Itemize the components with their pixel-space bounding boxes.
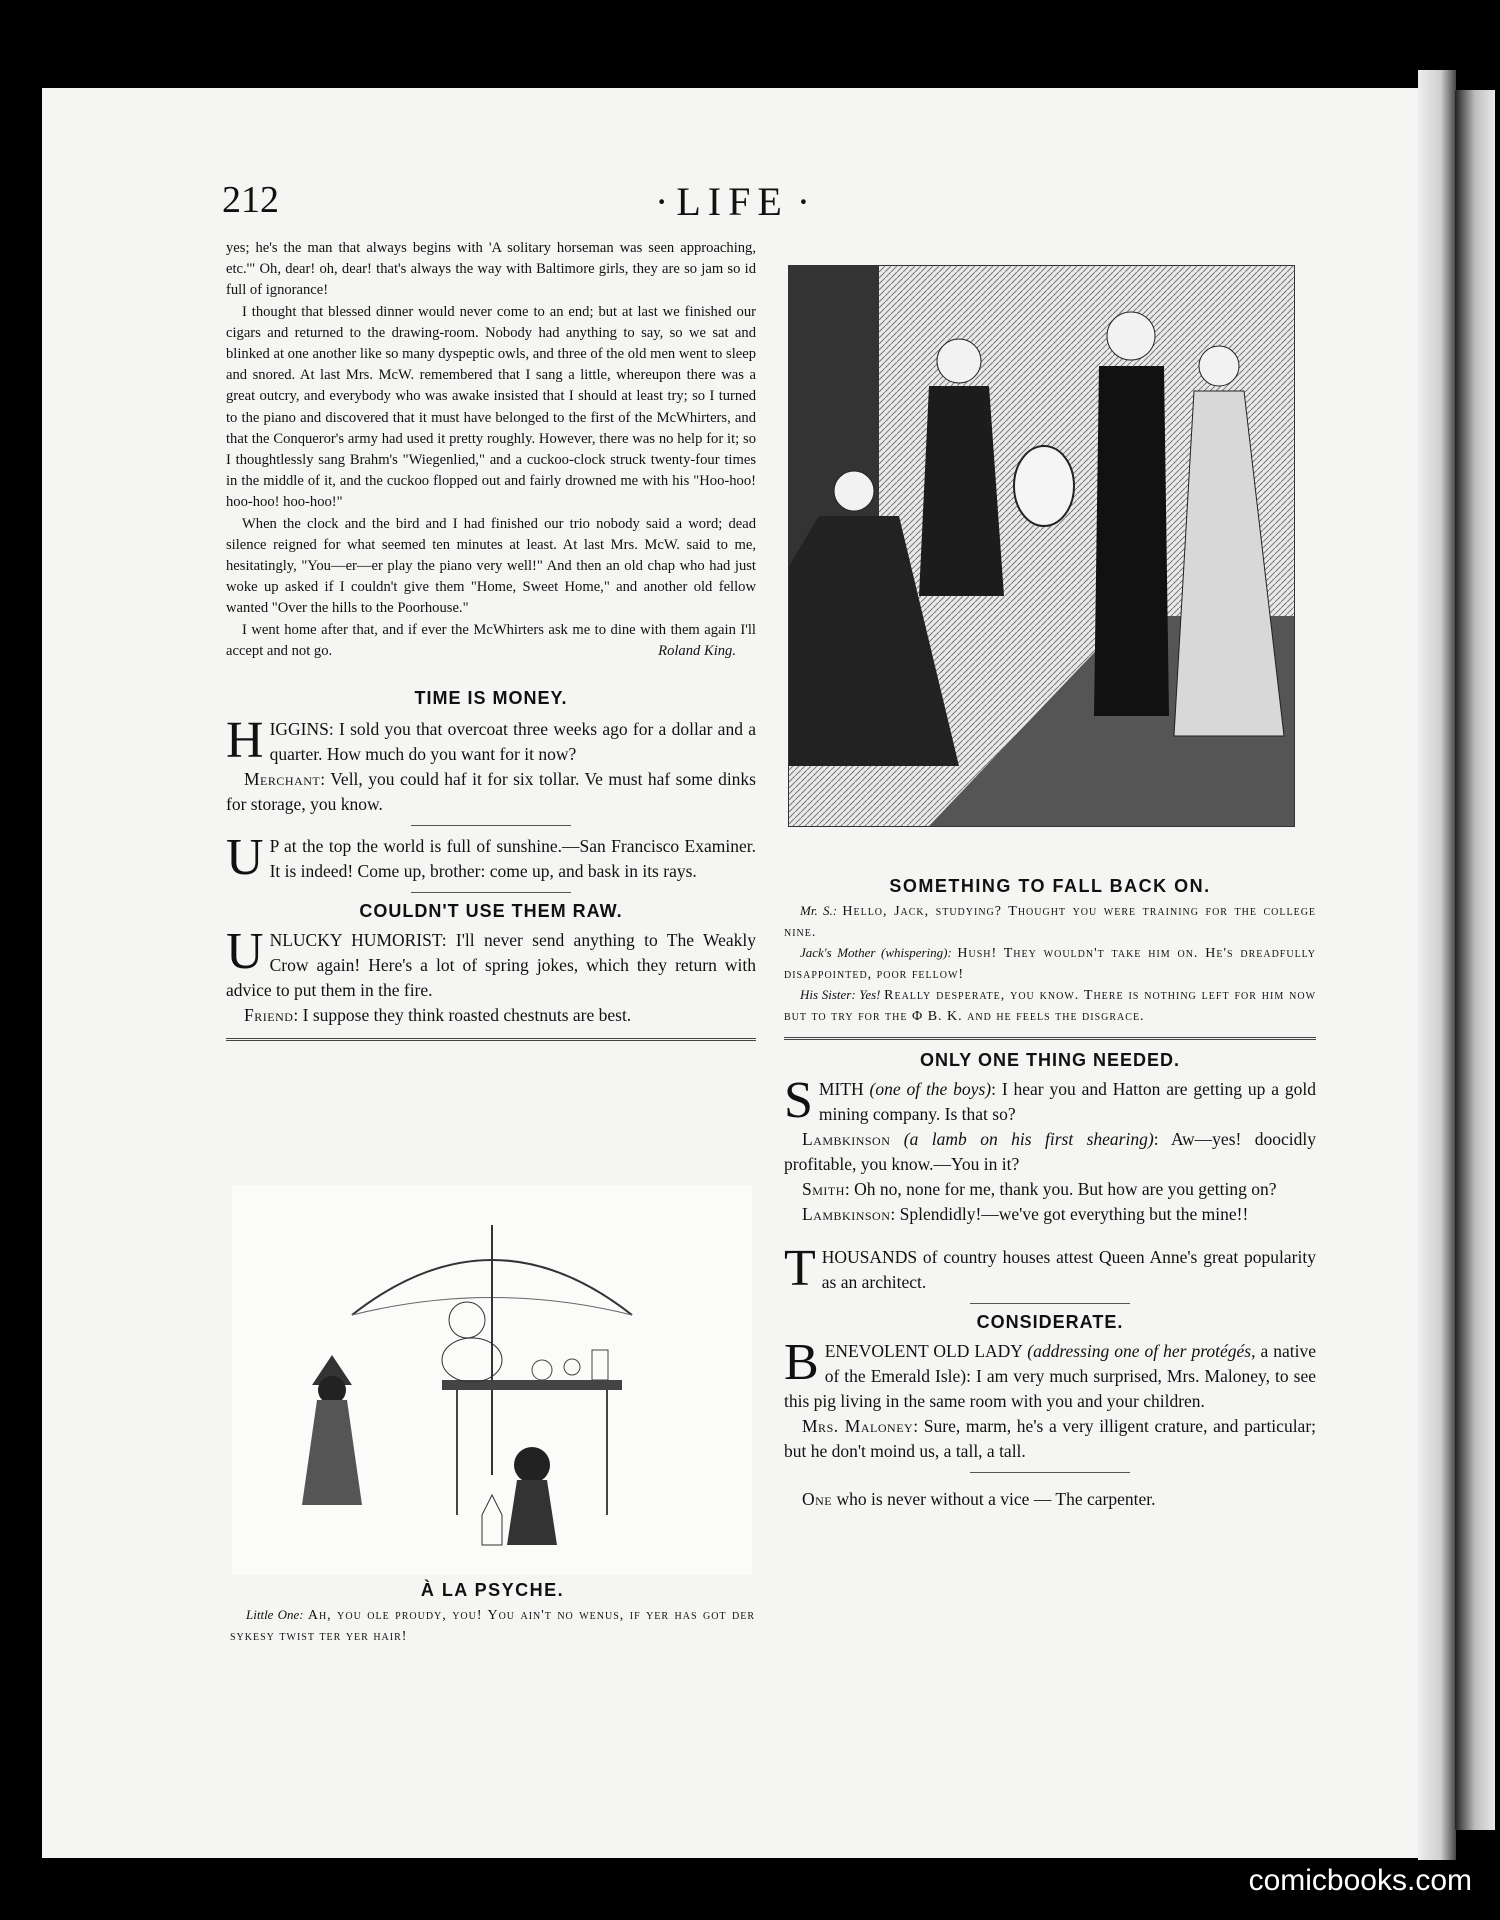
drop-cap: U bbox=[226, 923, 264, 981]
story-paragraph: When the clock and the bird and I had finished our trio nobody said a word; dead silence reigned for what seemed ten minutes at least. At last Mrs. McW. said to me, hesitatingly, "You—er—er play the piano very well!" And then an old chap who had just woke up asked if I couldn't give them "Home, Sweet Home," and another old fellow wanted "Over the hills to the Poorhouse." bbox=[226, 515, 756, 617]
speaker: Lambkinson bbox=[802, 1129, 891, 1149]
dialogue-line: : I sold you that overcoat three weeks ago for a dollar and a quarter. How much do you want for it now? bbox=[269, 719, 756, 765]
dialogue-line: : Splendidly!—we've got everything but the mine!! bbox=[890, 1204, 1249, 1224]
joke-lead: One bbox=[802, 1489, 833, 1509]
section-title: TIME IS MONEY. bbox=[414, 688, 568, 709]
caption-speaker: His Sister: Yes! bbox=[800, 987, 881, 1002]
speaker: IGGINS bbox=[269, 719, 329, 740]
caption-text bbox=[230, 1605, 755, 1647]
dialogue-paragraph bbox=[226, 712, 756, 770]
divider bbox=[970, 1303, 1130, 1304]
psyche-illustration bbox=[232, 1185, 752, 1575]
aside: (one of the boys) bbox=[869, 1079, 992, 1099]
page-edge bbox=[1418, 70, 1456, 1860]
joke-text: who is never without a vice — The carpenter. bbox=[836, 1489, 1156, 1509]
joke-paragraph bbox=[226, 829, 756, 887]
drop-cap: H bbox=[226, 712, 264, 770]
dialogue-line: : I'll never send anything to The Weakly Crow again! Here's a lot of spring jokes, which they return with advice to put them in the fire. bbox=[226, 930, 757, 1001]
aside: (a lamb on his first shearing) bbox=[903, 1129, 1154, 1149]
dialogue-line: : Sure, marm, he's a very illigent crature, and particular; but he don't moind us, a tall, a tall. bbox=[784, 1416, 1317, 1461]
caption-title: SOMETHING TO FALL BACK ON. bbox=[889, 876, 1211, 896]
story-paragraph bbox=[226, 620, 756, 662]
running-title: · LIFE · bbox=[647, 178, 818, 225]
watermark: comicbooks.com bbox=[1248, 1864, 1472, 1897]
divider bbox=[411, 825, 571, 826]
dialogue-line: : I hear you and Hatton are getting up a gold mining company. Is that so? bbox=[818, 1079, 1317, 1124]
caption-speaker: Little One: bbox=[246, 1607, 304, 1622]
dialogue-paragraph bbox=[784, 1334, 1317, 1414]
author-signature: Roland King. bbox=[658, 642, 736, 659]
story-closing: I went home after that, and if ever the McWhirters ask me to dine with them again I'll accept and not go. bbox=[226, 621, 756, 659]
page-header bbox=[222, 178, 1342, 234]
drop-cap: S bbox=[784, 1072, 813, 1129]
dialogue-paragraph bbox=[784, 1414, 1316, 1464]
dialogue-paragraph bbox=[226, 1003, 756, 1028]
caption-speaker: Mr. S.: bbox=[800, 903, 838, 918]
divider bbox=[411, 892, 571, 893]
dialogue-line: : Oh no, none for me, thank you. But how are you getting on? bbox=[844, 1179, 1277, 1199]
speaker: Smith bbox=[802, 1179, 845, 1199]
dialogue-line: : I suppose they think roasted chestnuts are best. bbox=[293, 1005, 632, 1026]
story-paragraph: I thought that blessed dinner would never come to an end; but at last we finished our cigars and returned to the drawing-room. Nobody had anything to say, so we sat and blinked at one another like so many dyspeptic owls, and three of the old men went to sleep and snored. At last Mrs. McW. remembered that I sang a little, whereupon there was a great outcry, and everybody who was awake insisted that I should at least try; so I turned to the piano and discovered that it must have belonged to the first of the McWhirters, and that the Conqueror's army had used it pretty roughly. However, there was no help for it; so I thoughtlessly sang Brahm's "Wiegenlied," and a cuckoo-clock struck twenty-four times in the middle of it, and the cuckoo flopped out and fairly drowned me with his "Hoo-hoo! hoo-hoo! hoo-hoo!" bbox=[226, 303, 756, 511]
drawing-room-illustration bbox=[788, 265, 1295, 827]
next-page-edge bbox=[1455, 90, 1495, 1830]
speaker: Mrs. Maloney bbox=[802, 1416, 914, 1436]
caption-line: Hush! They wouldn't take him on. He's dreadfully disappointed, poor fellow! bbox=[784, 946, 1317, 982]
double-divider bbox=[784, 1037, 1316, 1040]
speaker: ENEVOLENT OLD LADY bbox=[824, 1341, 1023, 1361]
joke-paragraph bbox=[784, 1240, 1316, 1297]
divider bbox=[970, 1472, 1130, 1473]
caption-title: À LA PSYCHE. bbox=[420, 1580, 565, 1600]
caption-text bbox=[784, 985, 1316, 1027]
story-paragraph: yes; he's the man that always begins with 'A solitary horseman was seen approaching, etc.'" Oh, dear! oh, dear! that's always the way with Baltimore girls, they are so jam so id full of ignorance! bbox=[226, 240, 756, 299]
caption-speaker: Jack's Mother (whispering): bbox=[800, 945, 952, 960]
caption-text bbox=[784, 943, 1316, 985]
page-number: 212 bbox=[222, 179, 279, 221]
dialogue-line: : Aw—yes! doocidly profitable, you know.—You in it? bbox=[784, 1129, 1316, 1174]
drawing-room-drawing bbox=[789, 266, 1294, 826]
drop-cap: B bbox=[784, 1334, 819, 1391]
left-column bbox=[226, 238, 756, 1051]
dialogue-paragraph bbox=[226, 923, 757, 1003]
caption-line: Ah, you ole proudy, you! You ain't no wenus, if yer has got der sykesy twist ter yer hair! bbox=[230, 1608, 755, 1644]
drop-cap: U bbox=[226, 829, 264, 887]
section-title: COULDN'T USE THEM RAW. bbox=[359, 901, 623, 922]
psyche-drawing bbox=[232, 1185, 752, 1575]
section-title: ONLY ONE THING NEEDED. bbox=[919, 1050, 1181, 1070]
aside: (addressing one of her protégés, bbox=[1027, 1341, 1256, 1361]
speaker: MITH bbox=[818, 1079, 864, 1099]
caption-line: Hello, Jack, studying? Thought you were training for the college nine. bbox=[784, 904, 1317, 940]
dialogue-line: : Vell, you could haf it for six tollar. Ve must haf some dinks for storage, you know. bbox=[226, 769, 756, 815]
double-divider bbox=[226, 1038, 756, 1041]
psyche-caption-block bbox=[230, 1580, 755, 1647]
dialogue-paragraph bbox=[226, 767, 756, 817]
caption-line: Really desperate, you know. There is nothing left for him now but to try for the Φ B. K. and he feels the disgrace. bbox=[784, 988, 1317, 1024]
speaker: Lambkinson bbox=[802, 1204, 891, 1224]
joke-text: HOUSANDS of country houses attest Queen Anne's great popularity as an architect. bbox=[821, 1247, 1316, 1292]
section-title: CONSIDERATE. bbox=[976, 1312, 1124, 1332]
joke-text: P at the top the world is full of sunshine.—San Francisco Examiner. It is indeed! Come up, brother: come up, and bask in its rays. bbox=[269, 836, 756, 882]
joke-paragraph bbox=[784, 1487, 1316, 1512]
dialogue-paragraph bbox=[784, 1072, 1317, 1129]
speaker: NLUCKY HUMORIST bbox=[269, 930, 442, 951]
drop-cap: T bbox=[784, 1240, 816, 1297]
speaker: Friend bbox=[244, 1005, 294, 1026]
dialogue-paragraph bbox=[784, 1177, 1316, 1202]
dialogue-paragraph bbox=[784, 1202, 1316, 1227]
right-column bbox=[784, 876, 1316, 1512]
dialogue-line: a native of the Emerald Isle): I am very much surprised, Mrs. Maloney, to see this pig living in the same room with you and your children. bbox=[784, 1341, 1317, 1411]
caption-text bbox=[784, 901, 1316, 943]
speaker: Merchant bbox=[244, 769, 321, 790]
dialogue-paragraph bbox=[784, 1127, 1316, 1177]
